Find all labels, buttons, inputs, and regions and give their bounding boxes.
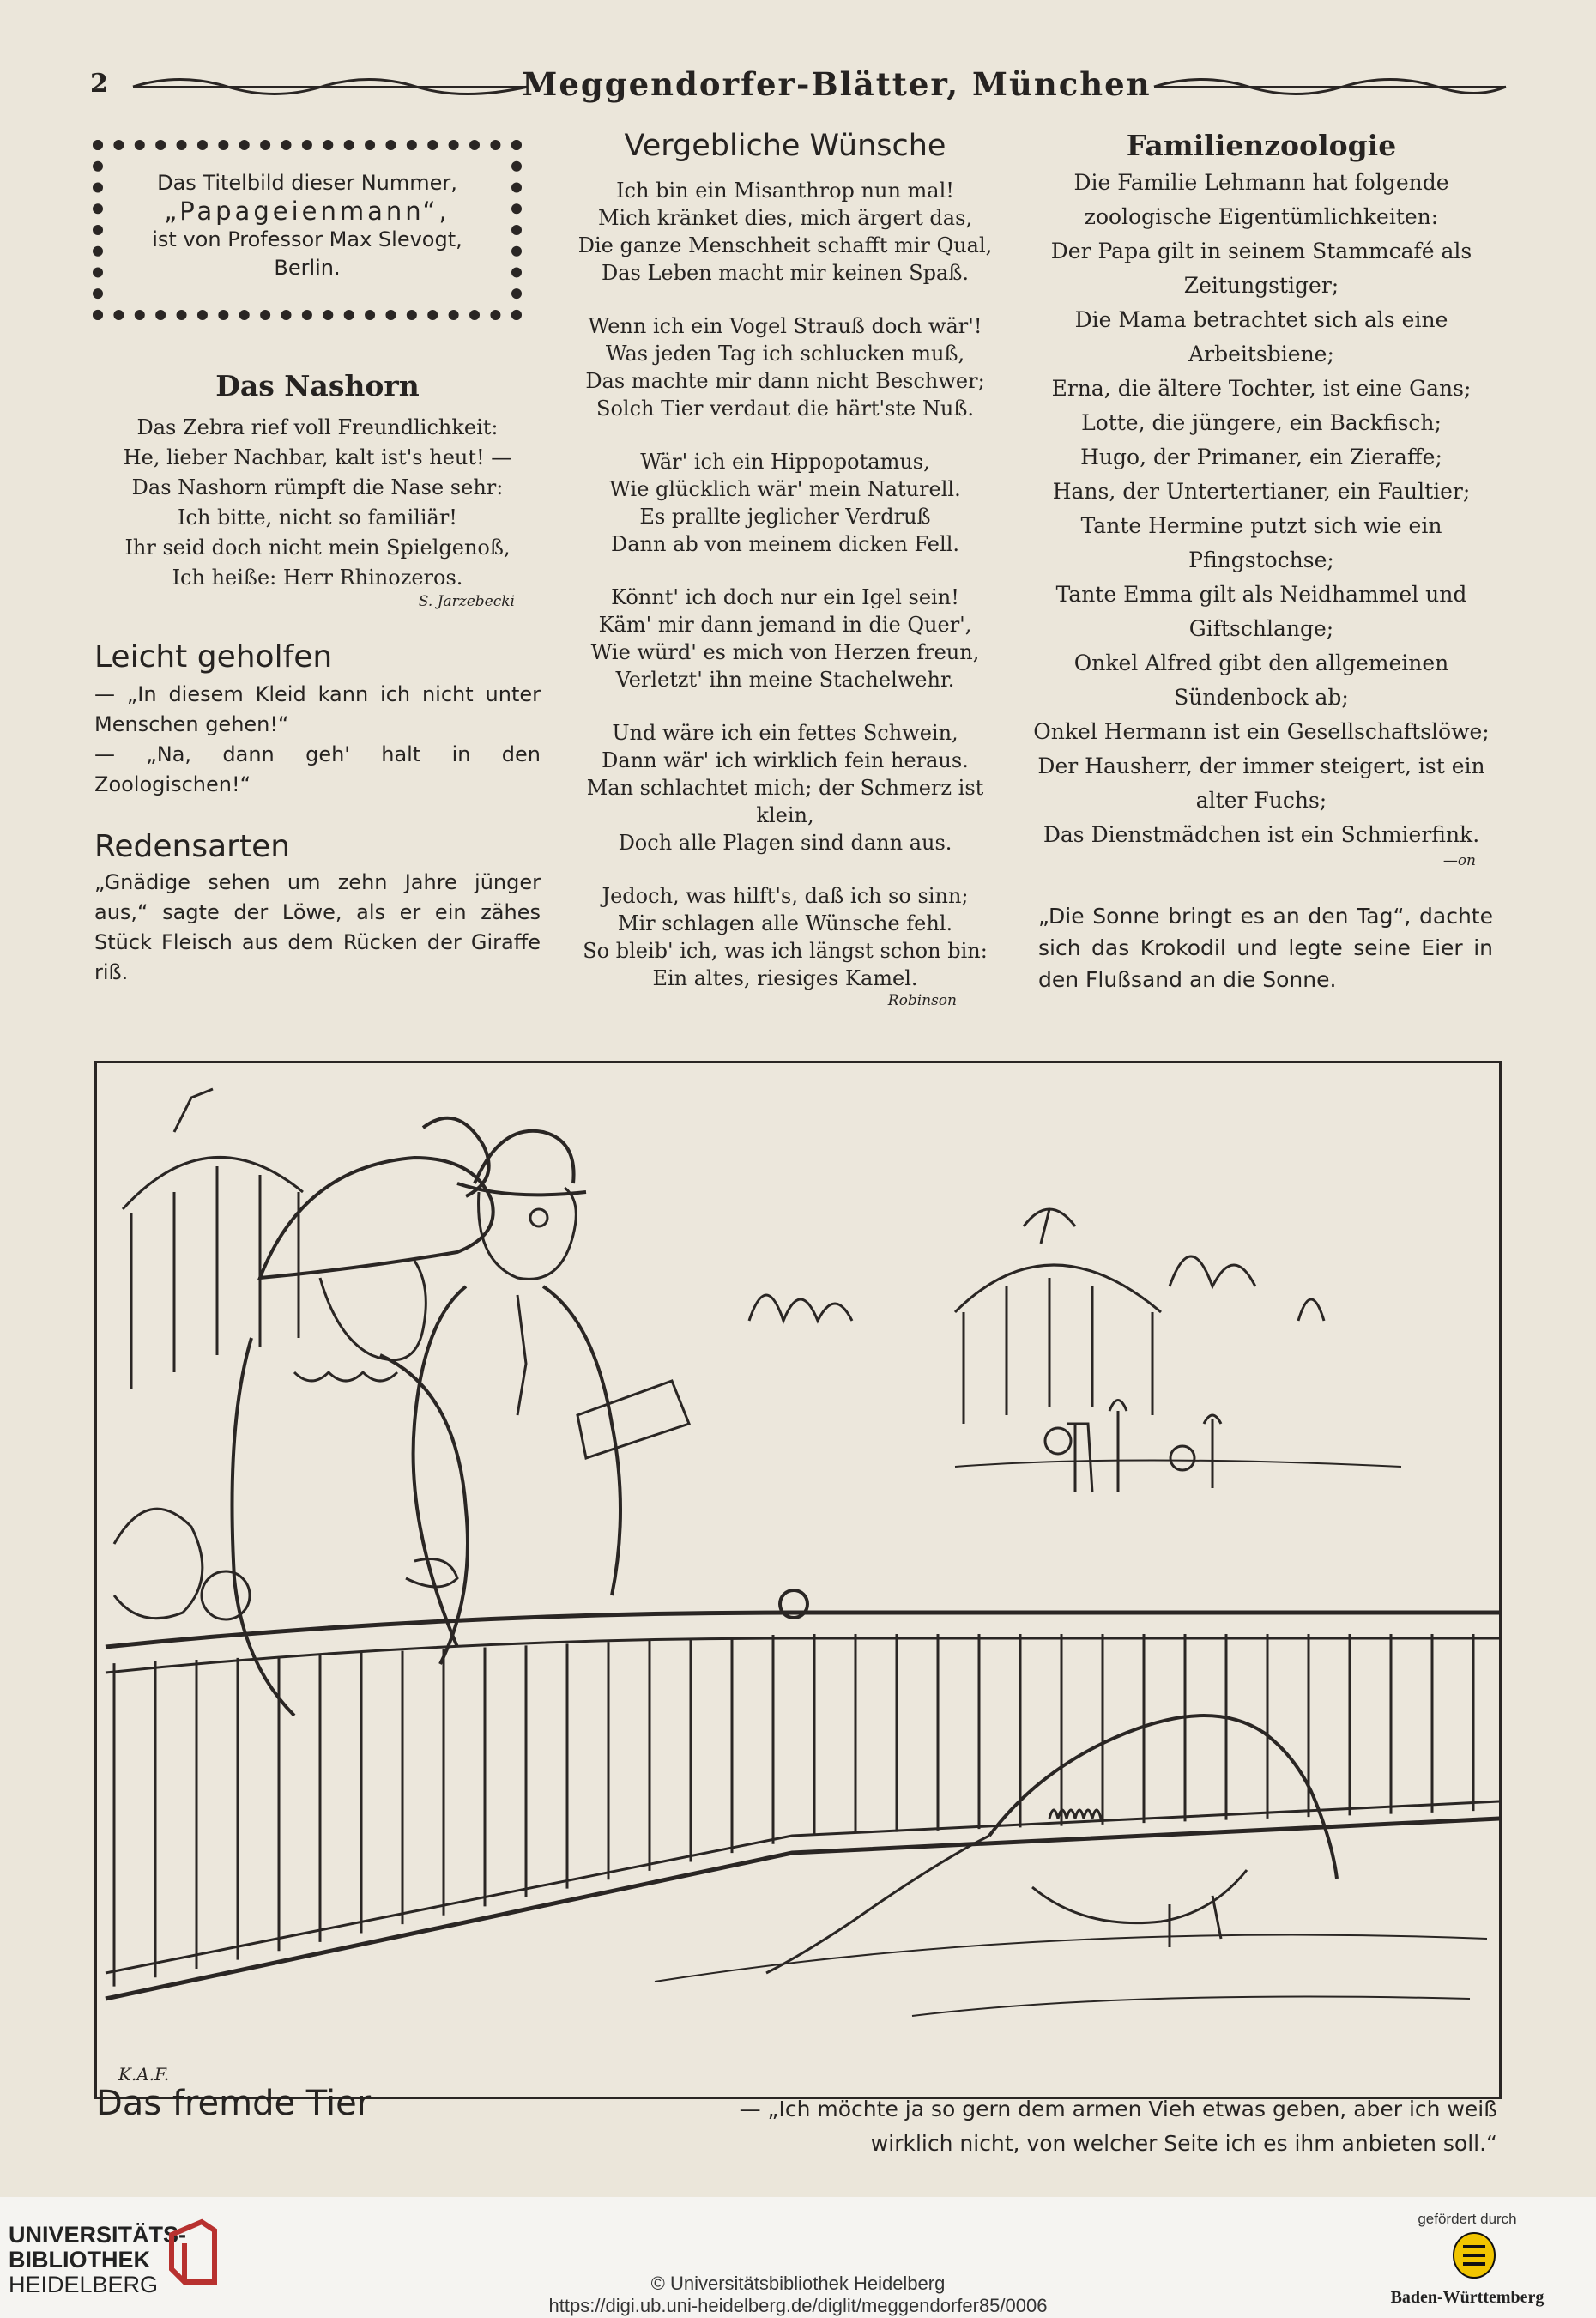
coat-of-arms-icon [1453,2231,1496,2279]
column-right [1030,129,1493,996]
poem-line: Das machte mir dann nicht Beschwer; [585,369,985,393]
library-name-line: UNIVERSITÄTS- [9,2222,187,2248]
state-name: Baden-Württemberg [1390,2288,1545,2307]
column-middle [562,129,1008,1009]
column-left [94,369,541,988]
poem-line: Es prallte jeglicher Verdruß [639,505,931,529]
text-line: Hans, der Untertertianer, ein Faultier; [1052,479,1471,504]
poem-line: Mir schlagen alle Wünsche fehl. [617,911,953,935]
poem-line: So bleib' ich, was ich längst schon bin: [583,939,988,963]
poem-line: Solch Tier verdaut die härt'ste Nuß. [596,396,974,421]
cartoon-caption: — „Ich möchte ja so gern dem armen Vieh etwas geben, aber ich weiß wirklich nicht, von welcher Seite ich es ihm anbieten soll.“ [739,2097,1497,2156]
poem-line: Käm' mir dann jemand in die Quer', [598,613,972,637]
library-name-line: BIBLIOTHEK [9,2247,150,2273]
text-line: Der Hausherr, der immer steigert, ist ein [1037,754,1485,778]
text-line: zoologische Eigentümlichkeiten: [1084,204,1439,229]
text-line: Arbeitsbiene; [1188,342,1334,366]
familie-title: Familienzoologie [1126,129,1397,162]
funding-label: gefördert durch [1418,2211,1517,2227]
notice-title: „Papageienmann“, [164,197,450,226]
wuensche-poem [562,177,1008,992]
stanza [562,882,1008,992]
poem-line: Wär' ich ein Hippopotamus, [640,450,930,474]
poem-line: Das Nashorn rümpft die Nase sehr: [131,475,504,499]
text-line: Das Dienstmädchen ist ein Schmierfink. [1043,822,1480,847]
poem-line: Dann wär' ich wirklich fein heraus. [602,748,969,772]
text-line: Tante Hermine putzt sich wie ein [1080,513,1442,538]
poem-line: Ein altes, riesiges Kamel. [652,966,918,990]
redensarten-title: Redensarten [94,829,291,864]
cartoon-illustration [94,1061,1502,2099]
text-line: Pfingstochse; [1188,548,1334,572]
notice-line: Das Titelbild dieser Nummer, [157,171,457,195]
familie-author: —on [1442,852,1476,869]
redensarten-text: „Gnädige sehen um zehn Jahre jünger aus,“ sagte der Löwe, als er ein zähes Stück Fleisch aus dem Rücken der Giraffe riß. [94,870,541,984]
railing-bars [114,1634,1473,1987]
nashorn-author: S. Jarzebecki [418,593,515,610]
wuensche-author: Robinson [887,992,957,1009]
poem-line: Ich bin ein Misanthrop nun mal! [616,179,954,203]
poem-line: Man schlachtet mich; der Schmerz ist klein, [586,776,984,827]
poem-line: Jedoch, was hilft's, daß ich so sinn; [602,884,969,908]
sonne-text: „Die Sonne bringt es an den Tag“, dachte sich das Krokodil und legte seine Eier in den Flußsand an die Sonne. [1038,904,1493,992]
poem-line: Ich heiße: Herr Rhinozeros. [172,566,463,590]
poem-line: Die ganze Menschheit schafft mir Qual, [577,233,993,257]
poem-line: Das Zebra rief voll Freundlichkeit: [136,415,499,439]
svg-text:K.A.F.: K.A.F. [118,2064,170,2085]
stanza [562,448,1008,558]
poem-line: Ihr seid doch nicht mein Spielgenoß, [124,536,511,560]
page-number: 2 [90,69,108,99]
text-line: Tante Emma gilt als Neidhammel und [1055,582,1467,607]
header-ornament-right [1150,74,1510,100]
stanza [562,177,1008,287]
stanza [562,719,1008,856]
text-line: Der Papa gilt in seinem Stammcafé als [1050,239,1472,263]
poem-line: Könnt' ich doch nur ein Igel sein! [611,585,959,609]
poem-line: Mich kränket dies, mich ärgert das, [597,206,973,230]
leicht-title: Leicht geholfen [94,639,333,675]
notice-line: ist von Professor Max Slevogt, [152,227,462,251]
dialog-line: — „Na, dann geh' halt in den Zoologischen!“ [94,742,541,796]
poem-line: Wie glücklich wär' mein Naturell. [609,477,961,501]
library-footer [0,2197,1596,2318]
dialog-line: — „In diesem Kleid kann ich nicht unter Menschen gehen!“ [94,682,541,736]
library-name-line: HEIDELBERG [9,2272,159,2297]
poem-line: Und wäre ich ein fettes Schwein, [612,721,958,745]
stanza [562,584,1008,693]
header-ornament-left [129,74,532,100]
text-line: Die Mama betrachtet sich als eine [1074,307,1448,332]
text-line: Erna, die ältere Tochter, ist eine Gans; [1051,376,1472,401]
text-line: Die Familie Lehmann hat folgende [1073,170,1449,195]
stanza [562,312,1008,422]
poem-line: Was jeden Tag ich schlucken muß, [605,342,965,366]
header-title: Meggendorfer-Blätter, München [522,65,1152,103]
text-line: Onkel Alfred gibt den allgemeinen [1073,651,1449,675]
poem-line: Das Leben macht mir keinen Spaß. [601,261,969,285]
cartoon-drawing [97,1063,1502,2099]
text-line: Hugo, der Primaner, ein Zieraffe; [1080,445,1442,469]
notice-line: Berlin. [274,256,341,280]
text-line: Lotte, die jüngere, ein Backfisch; [1081,410,1442,435]
poem-line: Verletzt' ihn meine Stachelwehr. [615,668,955,692]
source-url-link[interactable]: https://digi.ub.uni-heidelberg.de/diglit/meggendorfer85/0006 [548,2295,1048,2316]
text-line: Zeitungstiger; [1183,273,1339,298]
poem-line: Wenn ich ein Vogel Strauß doch wär'! [588,314,982,338]
poem-line: Ich bitte, nicht so familiär! [178,505,457,530]
page-header [90,62,1506,113]
cover-notice-box [93,140,522,320]
copyright-text: © Universitätsbibliothek Heidelberg [650,2273,946,2294]
poem-line: Doch alle Plagen sind dann aus. [618,831,952,855]
poem-line: Dann ab von meinem dicken Fell. [610,532,959,556]
text-line: Sündenbock ab; [1174,685,1349,710]
leicht-text [94,680,541,800]
nashorn-poem [94,413,541,593]
poem-line: He, lieber Nachbar, kalt ist's heut! — [123,445,512,469]
text-line: alter Fuchs; [1195,788,1327,813]
nashorn-title: Das Nashorn [215,369,420,402]
text-line: Onkel Hermann ist ein Gesellschaftslöwe; [1033,719,1490,744]
text-line: Giftschlange; [1188,616,1334,641]
poem-line: Wie würd' es mich von Herzen freun, [590,640,980,664]
cartoon-title: Das fremde Tier [96,2084,372,2123]
familie-text [1030,166,1493,852]
wuensche-title: Vergebliche Wünsche [624,129,946,163]
